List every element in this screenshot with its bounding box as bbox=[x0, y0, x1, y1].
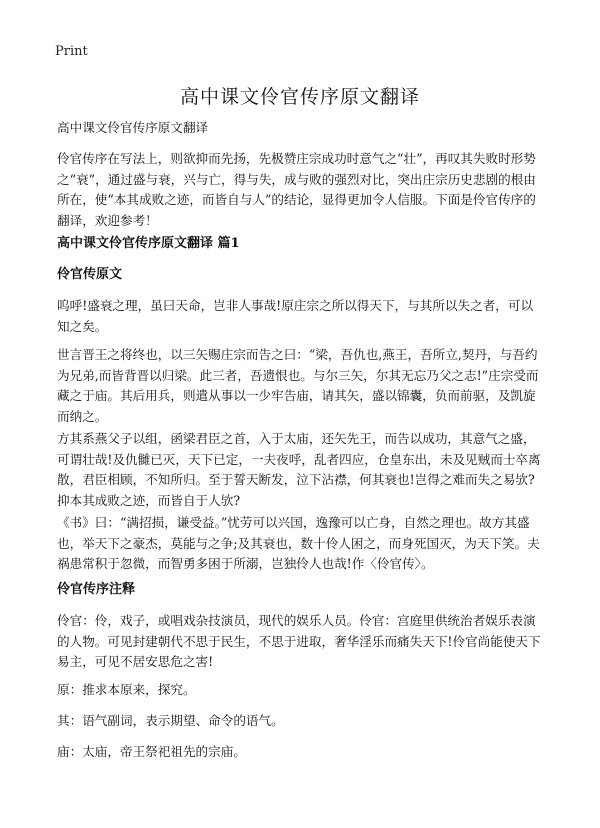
notes-heading: 伶官传序注释 bbox=[57, 582, 136, 597]
print-link[interactable]: Print bbox=[55, 44, 88, 59]
original-paragraph: 方其系燕父子以组，函梁君臣之首，入于太庙，还矢先王，而告以成功，其意气之盛，可谓壮哉!及仇雠已灭，天下已定，一夫夜呼，乱者四应，仓皇东出，未及见贼而士卒离散，君臣相顾，不知所归。至于誓天断发，泣下沾襟，何其衰也!岂得之难而失之易欤?抑本其成败之迹，而皆自于人欤? bbox=[57, 431, 541, 508]
document-title: 高中课文伶官传序原文翻译 bbox=[179, 86, 420, 108]
original-paragraph: 呜呼!盛衰之理，虽曰天命，岂非人事哉!原庄宗之所以得天下，与其所以失之者，可以知之矣。 bbox=[57, 298, 534, 334]
note-item: 原：推求本原来，探究。 bbox=[57, 682, 196, 697]
note-item: 其：语气副词，表示期望、命令的语气。 bbox=[57, 713, 284, 728]
original-paragraph: 世言晋王之将终也，以三矢赐庄宗而告之曰：“梁，吾仇也,燕王，吾所立,契丹，与吾约为兄弟,而皆背晋以归梁。此三者，吾遗恨也。与尔三矢，尔其无忘乃父之志!”庄宗受而藏之于庙。其后用兵，则遣从事以一少牢告庙，请其矢，盛以锦囊，负而前驱，及凯旋而纳之。 bbox=[57, 347, 539, 424]
section-heading: 高中课文伶官传序原文翻译 篇1 bbox=[57, 236, 240, 251]
note-item: 庙：太庙，帝王祭祀祖先的宗庙。 bbox=[57, 744, 246, 759]
original-paragraph: 《书》曰：“满招损，谦受益。”忧劳可以兴国，逸豫可以亡身，自然之理也。故方其盛也，举天下之豪杰，莫能与之争;及其衰也，数十伶人困之，而身死国灭，为天下笑。夫祸患常积于忽微，而智勇多困于所溺，岂独伶人也哉!作〈伶官传〉。 bbox=[57, 515, 540, 571]
intro-paragraph: 伶官传序在写法上，则欲抑而先扬，先极赞庄宗成功时意气之“壮”，再叹其失败时形势之“衰”，通过盛与衰，兴与亡，得与失，成与败的强烈对比，突出庄宗历史悲剧的根由所在，使“本其成败之迹，而皆自与人”的结论，显得更加令人信服。下面是伶官传序的翻译，欢迎参考！ bbox=[57, 151, 536, 228]
article-subtitle: 高中课文伶官传序原文翻译 bbox=[57, 120, 209, 135]
note-item: 伶官：伶，戏子，或唱戏杂技演员，现代的娱乐人员。伶官：宫庭里供统治者娱乐表演的人物。可见封建朝代不思于民生，不思于进取，奢华淫乐而痛失天下!伶官尚能使天下易主，可见不居安思危之害! bbox=[57, 613, 541, 669]
original-text-heading: 伶官传原文 bbox=[57, 267, 123, 282]
